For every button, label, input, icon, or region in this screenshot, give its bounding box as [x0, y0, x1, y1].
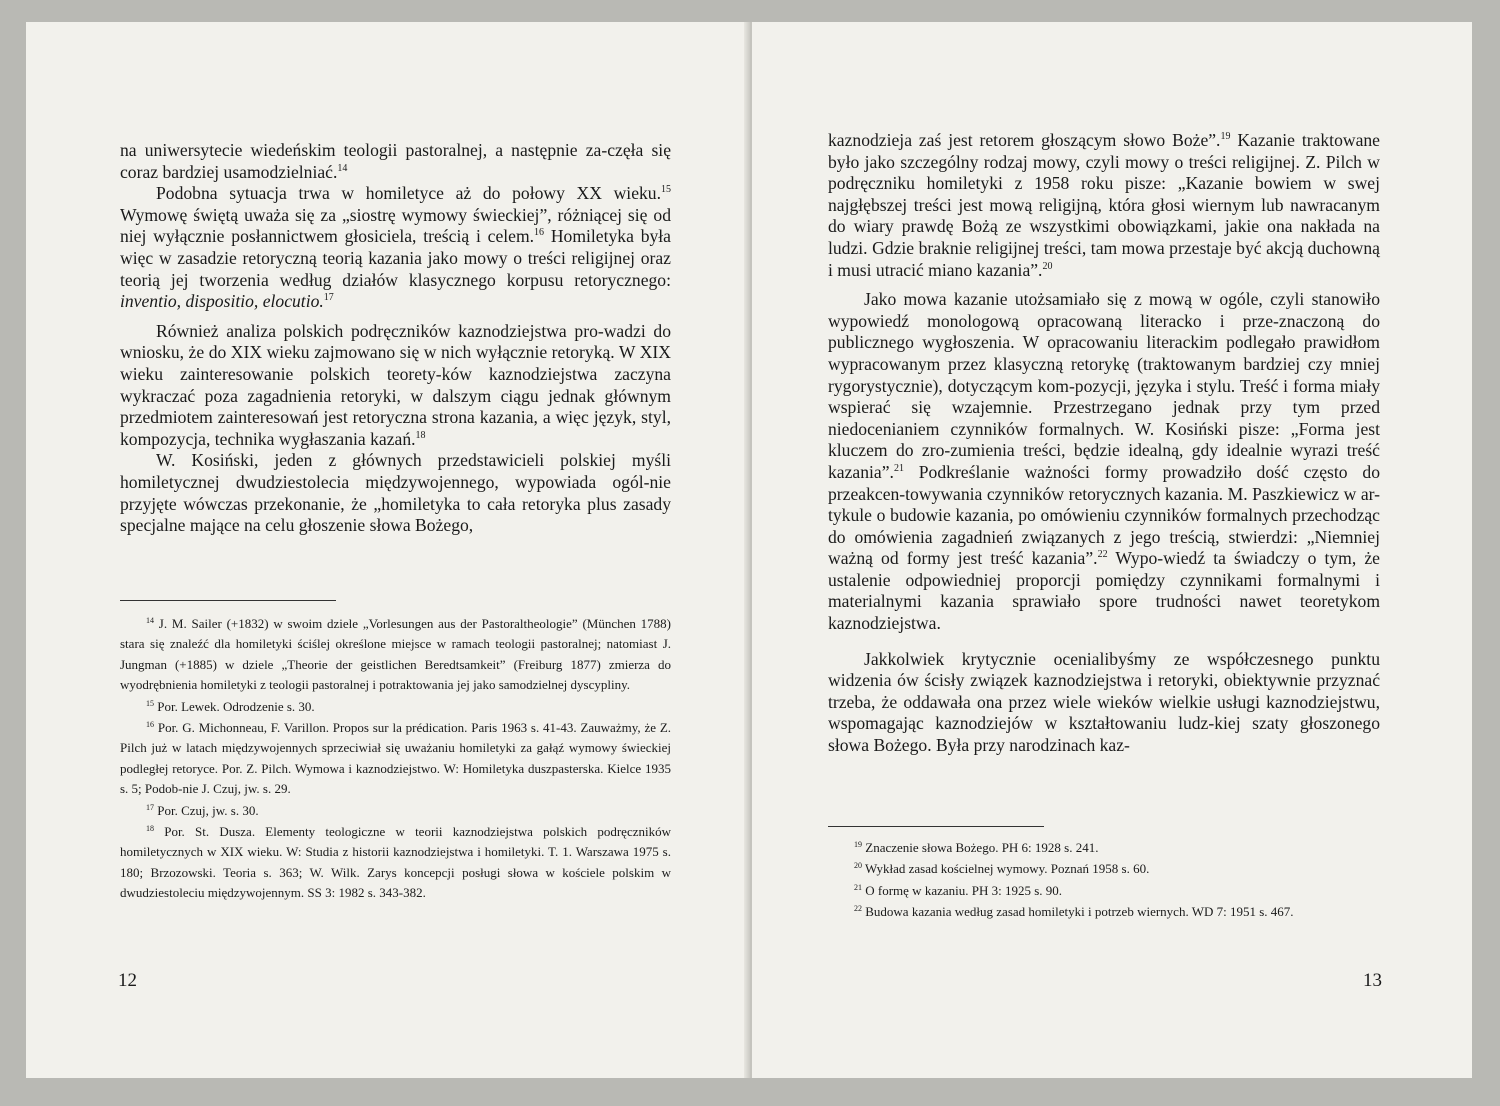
- text-run: Również analiza polskich podręczników kaznodziejstwa pro-wadzi do wniosku, że do XIX wieku zajmowano się w nich wyłącznie retoryką. W XIX wieku zainteresowanie polskich teorety-ków kaznodziejstwa zaczyna wykraczać poza zagadnienia retoryki, w dalszym ciągu jednak głównym przedmiotem zainteresowań jest retoryczna strona kazania, a więc język, styl, kompozycja, technika wygłaszania kazań.: [120, 320, 671, 449]
- footnote: $^{17}$ Por. Czuj, jw. s. 30.: [146, 802, 259, 818]
- footnote: $^{19}$ Znaczenie słowa Bożego. PH 6: 1928 s. 241.: [854, 840, 1099, 855]
- footnote: $^{15}$ Por. Lewek. Odrodzenie s. 30.: [146, 698, 315, 714]
- right-page: [752, 22, 1472, 1078]
- text-run: Jakkolwiek krytycznie ocenialibyśmy ze współczesnego punktu widzenia ów ścisły związek kaznodziejstwa i retoryki, obiektywnie przyznać trzeba, że oddawała ona przez wiele wieków wielkie usługi kaznodziejstwu, wspomagając kaznodziejów w kształtowaniu ludz-kiej szaty głoszonego słowa Bożego. Była przy narodzinach kaz-: [828, 648, 1380, 756]
- text-run: Wymowę świętą uważa się za „siostrę wymowy świeckiej”, różniącej się od niej wyłącznie posłannictwem głosiciela, treścią i celem.: [120, 204, 671, 247]
- right-footnotes: [828, 838, 1380, 923]
- text-run: Wypo-wiedź ta świadczy o tym, że ustalenie odpowiedniej proporcji pomiędzy czynnikami formalnymi i materialnymi kazania sprawiało spore trudności nawet teoretykom kaznodziejstwa.: [828, 548, 1380, 634]
- footnote-reference: 17: [323, 292, 334, 304]
- left-body-text: [120, 140, 671, 537]
- footnote-reference: 16: [534, 227, 545, 239]
- paragraph: [828, 289, 1380, 635]
- paragraph: [828, 130, 1380, 281]
- footnote-divider: [828, 826, 1044, 827]
- text-run: kaznodzieja zaś jest retorem głoszącym słowo Boże”.: [828, 130, 1221, 150]
- footnote-reference: 20: [1042, 260, 1053, 272]
- left-footnotes: [120, 614, 671, 904]
- text-run: Podobna sytuacja trwa w homiletyce aż do połowy XX wieku.: [156, 183, 661, 204]
- footnote-divider: [120, 600, 336, 601]
- right-body-text: [828, 130, 1380, 757]
- italic-text: inventio, dispositio, elocutio.: [120, 291, 324, 312]
- paragraph: [120, 450, 671, 536]
- text-run: Podkreślanie ważności formy prowadziło dość często do przeakcen-towywania czynników retorycznych kazania. M. Paszkiewicz w ar-tykule o budowie kazania, po omówieniu czynników formalnych przechodząc do omówienia zagadnień związanych z jego treścią, stwierdzi: „Niemniej ważną od formy jest treść kazania”.: [828, 461, 1380, 569]
- footnote-reference: 19: [1220, 131, 1231, 142]
- footnote-reference: 14: [337, 162, 348, 174]
- text-run: Kazanie traktowane było jako szczególny rodzaj mowy, czyli mowy o treści religijnej. Z. Pilch w podręczniku homiletyki z 1958 roku pisze: „Kazanie bowiem w swej najgłębszej treści jest mową religijną, która głosi wiernym lub nawracanym do wiary prawdę Bożą ze wszystkimi obowiązkami, jakie ona nakłada na ludzi. Gdzie braknie religijnej treści, tam mowa przestaje być akcją duchowną i musi utracić miano kazania”.: [828, 130, 1380, 280]
- paragraph: [120, 321, 671, 451]
- paragraph: [120, 140, 671, 183]
- footnote-reference: 15: [661, 184, 671, 196]
- footnote: $^{18}$ Por. St. Dusza. Elementy teologiczne w teorii kaznodziejstwa polskich podręczników homiletycznych w XIX wieku. W: Studia z historii kaznodziejstwa i homiletyki. T. 1. Warszawa 1975 s. 180; Brzozowski. Teoria s. 363; W. Wilk. Zarys koncepcji posługi słowa w kościele polskim w dwudziestoleciu międzywojennym. SS 3: 1982 s. 343-382.: [120, 824, 671, 901]
- paragraph: [828, 649, 1380, 757]
- footnote: $^{14}$ J. M. Sailer (+1832) w swoim dziele „Vorlesungen aus der Pastoraltheologie” (München 1788) stara się znaleźć dla homiletyki ściślej określone miejsce w ramach teologii pastoralnej; natomiast J. Jungman (+1885) w dziele „Theorie der geistlichen Beredtsamkeit” (Freiburg 1877) zmierza do wyodrębnienia homiletyki z teologii pastoralnej i potraktowania jej jako samodzielnej dyscypliny.: [120, 616, 672, 693]
- text-run: na uniwersytecie wiedeńskim teologii pastoralnej, a następnie za-częła się coraz bardziej usamodzielniać.: [120, 140, 671, 182]
- page-number: 12: [118, 970, 137, 991]
- footnote: $^{21}$ O formę w kazaniu. PH 3: 1925 s. 90.: [854, 882, 1063, 898]
- paragraph: [120, 183, 671, 313]
- text-run: Jako mowa kazanie utożsamiało się z mową w ogóle, czyli stanowiło wypowiedź monologową opracowaną literacko i prze-znaczoną do publicznego wygłoszenia. W opracowaniu literackim podlegało prawidłom wypracowanym przez klasyczną retorykę (traktowanym bardziej czy mniej rygorystycznie), dotyczącym kom-pozycji, języka i stylu. Treść i forma miały wspierać się wzajemnie. Przestrzegano jednak przy tym przed niedocenianiem czynników formalnych. W. Kosiński pisze: „Forma jest kluczem do zro-zumienia treści, będzie idealną, gdy idealnie wyrazi treść kazania”.: [828, 289, 1380, 482]
- footnote: $^{16}$ Por. G. Michonneau, F. Varillon. Propos sur la prédication. Paris 1963 s. 41-43. Zauważmy, że Z. Pilch już w latach międzywojennych sprzeciwiał się uważaniu homiletyki za gałąź wymowy świeckiej podległej retoryce. Por. Z. Pilch. Wymowa i kaznodziejstwo. W: Homiletyka duszpasterska. Kielce 1935 s. 5; Podob-nie J. Czuj, jw. s. 29.: [120, 720, 672, 797]
- footnote-reference: 21: [893, 462, 904, 474]
- text-run: W. Kosiński, jeden z głównych przedstawicieli polskiej myśli homiletycznej dwudziestolecia międzywojennego, wypowiada ogól-nie przyjęte wówczas przekonanie, że „homiletyka to cała retoryka plus zasady specjalne mające na celu głoszenie słowa Bożego,: [120, 450, 671, 536]
- page-number: 13: [1363, 970, 1382, 991]
- footnote: $^{22}$ Budowa kazania według zasad homiletyki i potrzeb wiernych. WD 7: 1951 s. 467.: [854, 904, 1294, 920]
- text-run: Homiletyka była więc w zasadzie retoryczną teorią kazania jako mowy o treści religijnej oraz teorią jej tworzenia według działów klasycznego korpusu retorycznego:: [120, 226, 671, 290]
- footnote: $^{20}$ Wykład zasad kościelnej wymowy. Poznań 1958 s. 60.: [854, 861, 1150, 877]
- footnote-reference: 22: [1097, 549, 1108, 561]
- left-page: [26, 22, 750, 1078]
- footnote-reference: 18: [415, 429, 426, 441]
